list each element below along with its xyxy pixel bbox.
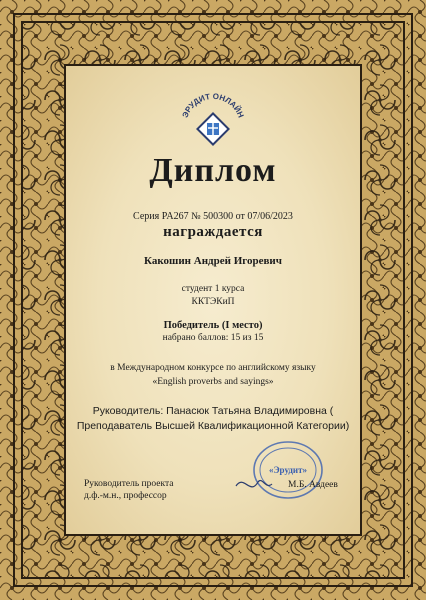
contest-title: «English proverbs and sayings» bbox=[152, 377, 274, 387]
recipient-name: Какошин Андрей Игоревич bbox=[144, 255, 282, 267]
supervisor-name: Руководитель: Панасюк Татьяна Владимировна ( bbox=[92, 405, 334, 417]
awarded-heading: награждается bbox=[163, 224, 263, 240]
contest-description: в Международном конкурсе по английскому языку bbox=[110, 363, 316, 373]
recipient-status: студент 1 курса bbox=[181, 284, 245, 294]
supervisor-title: Преподаватель Высшей Квалификационной Категории) bbox=[76, 420, 350, 432]
project-lead-degree: д.ф.-м.н., профессор bbox=[84, 491, 167, 501]
erudit-online-logo bbox=[178, 92, 248, 148]
official-stamp bbox=[232, 438, 324, 502]
stamp-text: «Эрудит» bbox=[268, 465, 308, 475]
project-lead-title: Руководитель проекта bbox=[84, 479, 174, 489]
score-text: набрано баллов: 15 из 15 bbox=[162, 333, 264, 343]
organization-name: ККТЭКиП bbox=[191, 297, 235, 307]
logo-text: ЭРУДИТ ОНЛАЙН bbox=[180, 92, 246, 120]
place-award: Победитель (I место) bbox=[163, 320, 263, 331]
signatory-name: М.Б. Авдеев bbox=[288, 480, 338, 490]
page-title: Диплом bbox=[149, 152, 277, 189]
series-number: Серия PA267 № 500300 от 07/06/2023 bbox=[133, 211, 293, 222]
